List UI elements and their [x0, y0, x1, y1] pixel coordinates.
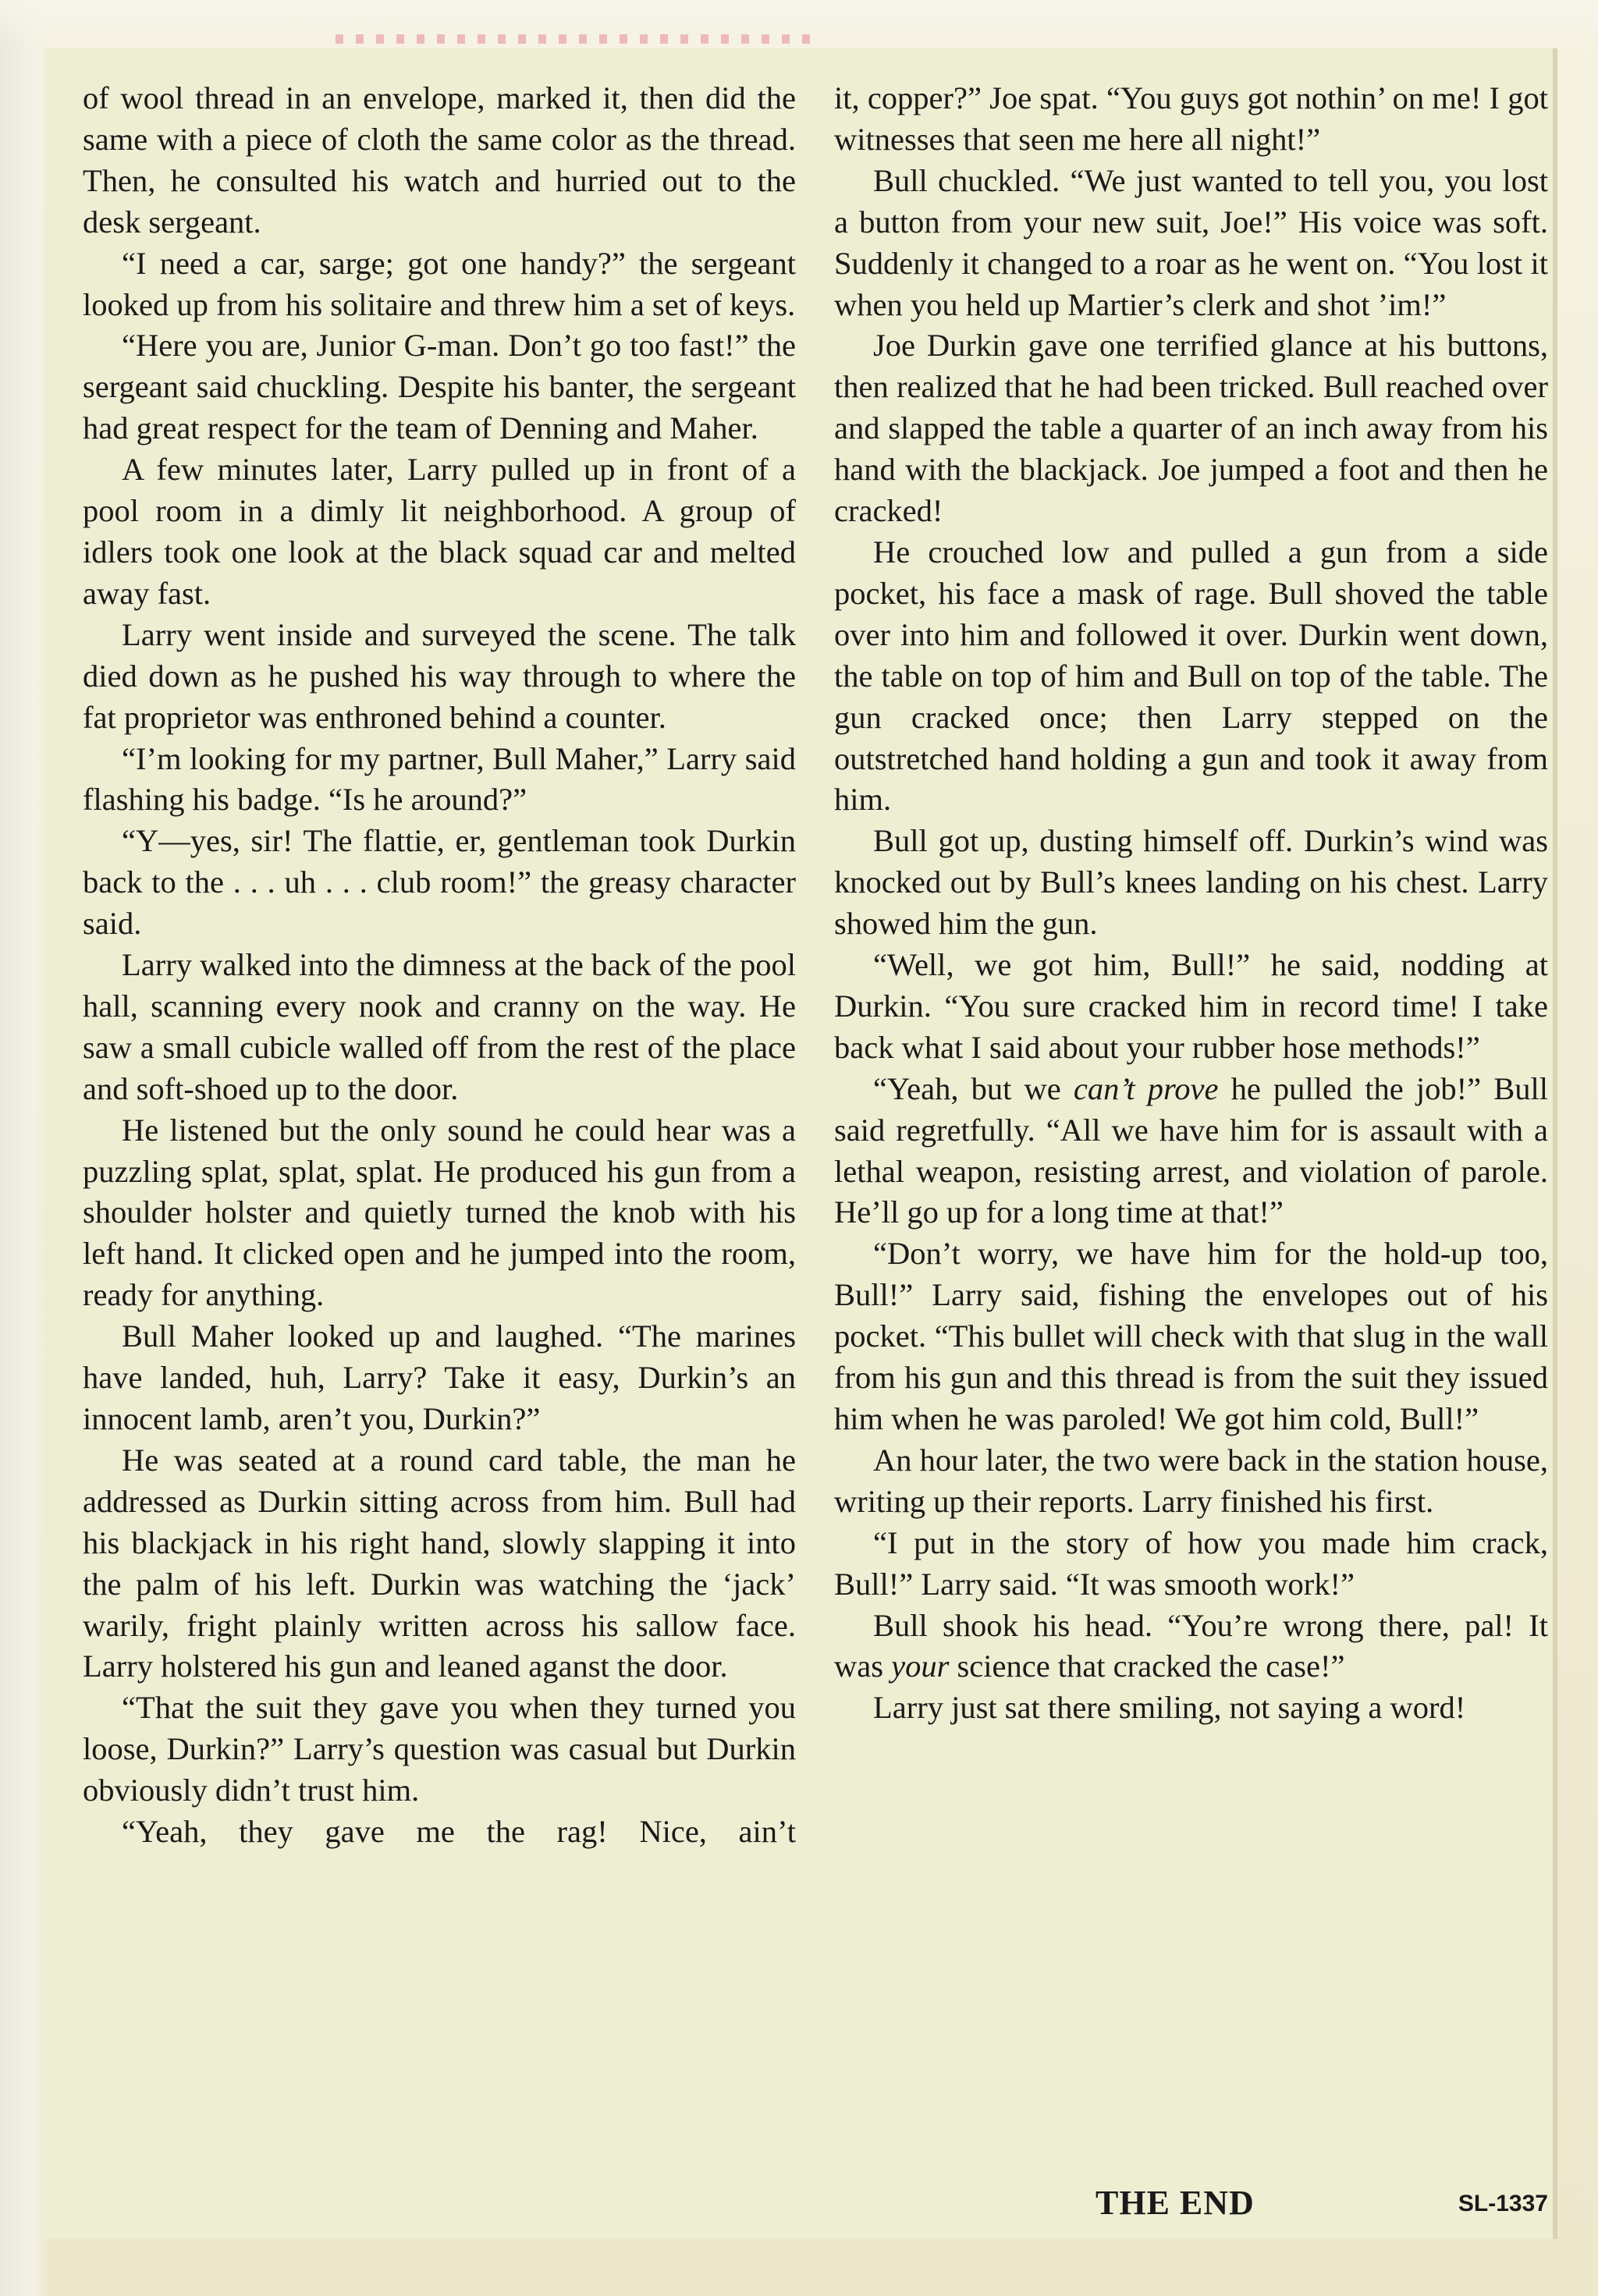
story-paragraph: “Yeah, they gave me the rag! Nice, ain’t	[122, 1814, 796, 1850]
emphasized-text: can’t prove	[1073, 1070, 1219, 1106]
story-paragraph: An hour later, the two were back in the station house, writing up their reports. Larry finished his first.	[834, 1442, 1548, 1519]
story-paragraph: of wool thread in an envelope, marked it, then did the same with a piece of cloth the same color as the thread. Then, he consulted his watch and hurried out to the desk sergeant.	[83, 80, 796, 240]
story-paragraph: He was seated at a round card table, the man he addressed as Durkin sitting across from him. Bull had his blackjack in his right hand, slowly slapping it into the palm of his left. Durkin was watching the ‘jack’ warily, fright plainly written across his sallow face. Larry holstered his gun and leaned aganst the door.	[83, 1442, 796, 1684]
story-paragraph: Bull got up, dusting himself off. Durkin’s wind was knocked out by Bull’s knees landing on his chest. Larry showed him the gun.	[834, 823, 1548, 942]
paragraph-text: science that cracked the case!”	[949, 1648, 1345, 1684]
story-paragraph: Joe Durkin gave one terrified glance at his buttons, then realized that he had been tricked. Bull reached over and slapped the table a quarter of an inch away from his hand with the blackjack. Joe jumped a foot and then he cracked!	[834, 328, 1548, 529]
emphasized-text: your	[891, 1648, 950, 1684]
story-paragraph: “I put in the story of how you made him crack, Bull!” Larry said. “It was smooth work!”	[834, 1524, 1548, 1602]
story-paragraph: He listened but the only sound he could hear was a puzzling splat, splat, splat. He produced his gun from a shoulder holster and quietly turned the knob with his left hand. It clicked open and he jumped into the room, ready for anything.	[83, 1112, 796, 1313]
the-end-label: THE END	[1096, 2184, 1255, 2222]
story-paragraph: “That the suit they gave you when they turned you loose, Durkin?” Larry’s question was casual but Durkin obviously didn’t trust him.	[83, 1690, 796, 1808]
story-paragraph: Larry just sat there smiling, not saying a word!	[873, 1690, 1466, 1726]
story-paragraph: “Don’t worry, we have him for the hold-up too, Bull!” Larry said, fishing the envelopes out of his pocket. “This bullet will check with that slug in the wall from his gun and this thread is from the suit they issued him when he was paroled! We got him cold, Bull!”	[834, 1236, 1548, 1436]
story-paragraph: it, copper?” Joe spat. “You guys got nothin’ on me! I got witnesses that seen me here all night!”	[834, 80, 1548, 157]
story-paragraph: A few minutes later, Larry pulled up in front of a pool room in a dimly lit neighborhood. A group of idlers took one look at the black squad car and melted away fast.	[83, 452, 796, 611]
print-registration-mark	[336, 34, 819, 44]
paragraph-text: “Yeah, but we	[873, 1070, 1074, 1106]
story-paragraph: “I need a car, sarge; got one handy?” the sergeant looked up from his solitaire and threw him a set of keys.	[83, 245, 796, 322]
paragraph-text: Bull shook his head. “You’re wrong there, pal! It was	[834, 1607, 1548, 1684]
story-paragraph: Larry walked into the dimness at the back of the pool hall, scanning every nook and cranny on the way. He saw a small cubicle walled off from the rest of the place and soft-shoed up to the door.	[83, 947, 796, 1106]
story-paragraph: “Here you are, Junior G-man. Don’t go too fast!” the sergeant said chuckling. Despite his banter, the sergeant had great respect for the team of Denning and Maher.	[83, 328, 796, 446]
story-code: SL-1337	[1458, 2191, 1548, 2216]
story-paragraph: Bull chuckled. “We just wanted to tell you, you lost a button from your new suit, Joe!” His voice was soft. Suddenly it changed to a roar as he went on. “You lost it when you held up Martier’s clerk and shot ’im!”	[834, 162, 1548, 322]
page-left-margin	[0, 0, 48, 2296]
story-column-right	[834, 78, 1548, 1729]
story-paragraph	[834, 1069, 1548, 1234]
story-paragraph: “Y—yes, sir! The flattie, er, gentleman took Durkin back to the . . . uh . . . club room!” the greasy character said.	[83, 823, 796, 942]
story-footer	[834, 2183, 1548, 2227]
story-paragraph: “I’m looking for my partner, Bull Maher,” Larry said flashing his badge. “Is he around?”	[83, 740, 796, 818]
story-paragraph: “Well, we got him, Bull!” he said, nodding at Durkin. “You sure cracked him in record time! I take back what I said about your rubber hose methods!”	[834, 947, 1548, 1065]
story-paragraph: He crouched low and pulled a gun from a side pocket, his face a mask of rage. Bull shoved the table over into him and followed it over. Durkin went down, the table on top of him and Bull on top of the table. The gun cracked once; then Larry stepped on the outstretched hand holding a gun and took it away from him.	[834, 534, 1548, 818]
story-paragraph: Larry went inside and surveyed the scene. The talk died down as he pushed his way through to where the fat proprietor was enthroned behind a counter.	[83, 616, 796, 735]
story-paragraph	[834, 1606, 1548, 1688]
story-column-left	[83, 78, 796, 1853]
story-paragraph: Bull Maher looked up and laughed. “The marines have landed, huh, Larry? Take it easy, Durkin’s an innocent lamb, aren’t you, Durkin?”	[83, 1318, 796, 1436]
paragraph-text: he pulled the job!” Bull said regretfully. “All we have him for is assault with a lethal weapon, resisting arrest, and violation of parole. He’ll go up for a long time at that!”	[834, 1070, 1548, 1230]
